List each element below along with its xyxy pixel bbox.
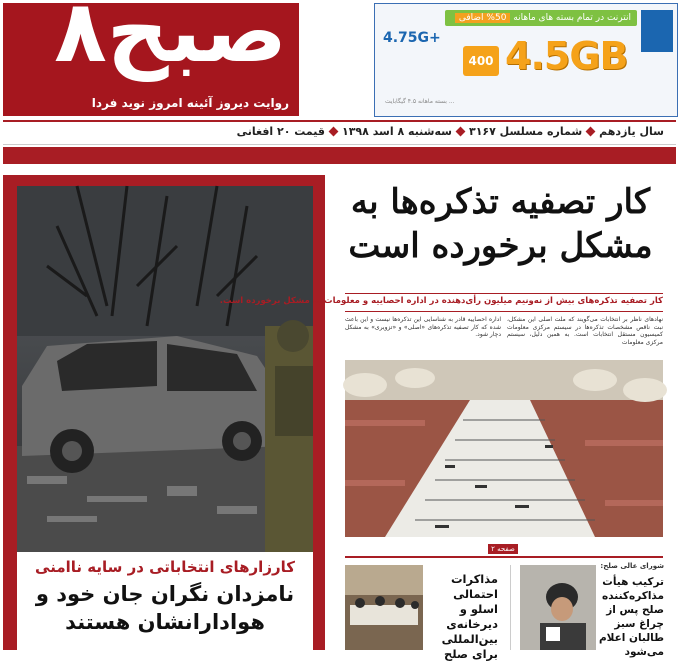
issue-meta-bar <box>3 120 676 145</box>
story-b-kicker: شورای عالی صلح: <box>600 562 664 570</box>
masthead-tagline: روایت دیروز آئینه امروز نوید فردا <box>91 96 289 110</box>
speaker-image <box>520 565 596 650</box>
conference-image <box>345 565 423 650</box>
logo-wordmark: ۸صبح <box>54 0 287 82</box>
diamond-bullet-icon <box>586 127 596 137</box>
lead-body-columns <box>345 316 663 352</box>
left-story-caption <box>17 552 313 650</box>
meta-issue: شماره مسلسل ۳۱۶۷ <box>468 125 583 138</box>
ad-price-badge: 400 <box>463 46 499 76</box>
burned-car-image <box>17 186 313 552</box>
conference-photo[interactable] <box>345 565 423 650</box>
lead-body-col-1: نهادهای ناظر بر انتخابات می‌گویند که ملت اصلی این مشکل، نبت ناقص مشخصات تذکره‌ها در سیستم مرکزی معلومات کمیسیون مستقل انتخابات است. به همین دلیل، سیستم مرکزی معلومات <box>507 316 663 346</box>
diamond-bullet-icon <box>329 127 339 137</box>
left-story-kicker: کارزارهای انتخاباتی در سایه ناامنی <box>35 558 295 576</box>
header-red-band <box>3 147 676 164</box>
story-b-headline[interactable]: ترکیب هیأت مذاکره‌کننده صلح پس از چراغ سبز طالبان اعلام می‌شود <box>598 576 664 658</box>
burned-car-photo[interactable] <box>17 186 313 552</box>
column-divider <box>510 565 511 650</box>
lead-headline[interactable]: کار تصفیه تذکره‌ها به مشکل برخورده است <box>348 182 653 266</box>
story-a-headline[interactable]: مذاکرات احتمالی اسلو و دیرخانه‌ی بین‌المللی برای صلح <box>441 572 498 661</box>
telecom-logo-icon <box>641 10 673 52</box>
meta-price: قیمت ۲۰ افغانی <box>236 125 325 138</box>
meta-date: سه‌شنبه ۸ اسد ۱۳۹۸ <box>342 125 452 138</box>
lead-body-col-2: اداره احصاییه قادر به شناسایی این تذکره‌ها نیست و این باعث شده که کار تصفیه تذکره‌های «اصلی» و «تزویری» به مشکل دچار شود. <box>345 316 501 338</box>
issue-meta-text <box>237 125 664 138</box>
page-reference-tag[interactable]: صفحه ۲ <box>488 544 518 554</box>
ballot-papers-image <box>345 360 663 537</box>
left-story-headline[interactable]: نامزدان نگران جان خود و هوادارانشان هستند <box>35 582 295 635</box>
ad-speed-label: 4.75G+ <box>383 30 441 46</box>
ad-headline-text: انترنت در تمام بسته های ماهانه <box>513 13 631 23</box>
ad-headline <box>445 10 637 26</box>
section-divider <box>345 556 663 558</box>
ad-data-amount: 4.5GB <box>505 34 628 78</box>
advertisement-banner[interactable] <box>374 3 678 117</box>
ad-fine-print: بسته ماهانه ۴.۵ گیگابایت ... <box>385 98 455 105</box>
ad-bonus-badge: 50% اضافی <box>455 13 511 23</box>
diamond-bullet-icon <box>456 127 466 137</box>
speaker-photo[interactable] <box>520 565 596 650</box>
masthead-logo <box>3 0 299 116</box>
meta-year: سال یازدهم <box>599 125 664 138</box>
lead-subhead-bar <box>219 293 663 312</box>
lead-subhead: کار تصفیه تذکره‌های بیش از نه‌ونیم میلیون رأی‌دهنده در اداره احصاییه و معلومات به مشکل برخورده است. <box>219 296 663 306</box>
ballot-papers-photo[interactable] <box>345 360 663 537</box>
